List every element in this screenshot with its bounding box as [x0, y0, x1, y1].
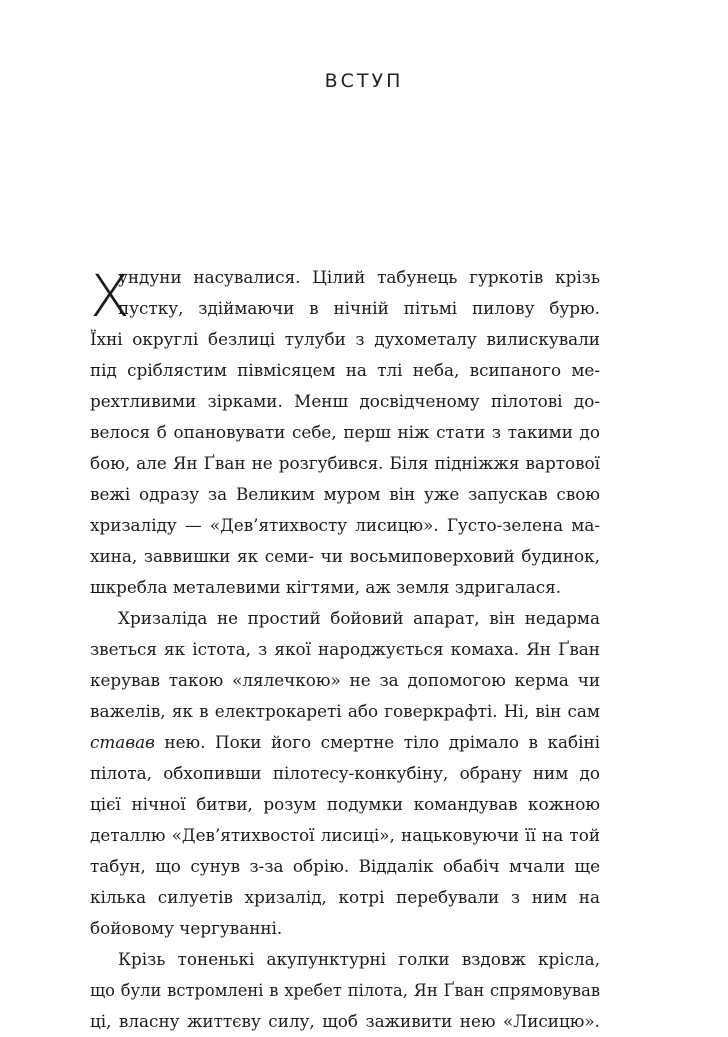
text-line: зветься як істота, з якої народжується комаха. Ян Ґван — [90, 639, 600, 659]
italic-word: ставав — [90, 732, 155, 752]
drop-cap: Х — [90, 262, 130, 330]
text-line: Їхні округлі безлиці тулуби з духометалу вилискували — [90, 329, 600, 349]
text-fragment: нею. Поки його смертне тіло дрімало в кабіні — [154, 732, 600, 752]
text-line: шкребла металевими кігтями, аж земля здригалася. — [90, 577, 562, 597]
text-line: ундуни насувалися. Цілий табунець гуркотів крізь — [118, 267, 600, 287]
text-line: ці, власну життєву силу, щоб заживити нею «Лисицю». — [90, 1011, 600, 1031]
text-line: цієї нічної битви, розум подумки командував кожною — [90, 794, 600, 814]
text-line: деталлю «Дев’ятихвостої лисиці», нацьковуючи її на той — [90, 825, 600, 845]
text-line: велося б опановувати себе, перш ніж стати з такими до — [90, 422, 600, 442]
text-line: бою, але Ян Ґван не розгубився. Біля підніжжя вартової — [90, 453, 600, 473]
chapter-heading: ВСТУП — [324, 70, 404, 92]
text-line: табун, що сунув з-за обрію. Віддалік обабіч мчали ще — [90, 856, 600, 876]
text-line: що були встромлені в хребет пілота, Ян Ґван спрямовував — [90, 981, 600, 1000]
text-line: Крізь тоненькі акупунктурні голки вздовж крісла, — [118, 949, 600, 969]
text-line: рехтливими зірками. Менш досвідченому пілотові до- — [90, 391, 600, 411]
text-line: бойовому чергуванні. — [90, 918, 283, 938]
text-line: хризаліду — «Дев’ятихвосту лисицю». Густо-зелена ма- — [90, 515, 600, 535]
text-line: пілота, обхопивши пілотесу-конкубіну, обрану ним до — [90, 763, 600, 783]
text-line: пустку, здіймаючи в нічній пітьмі пилову бурю. — [118, 298, 600, 318]
text-line: керував такою «лялечкою» не за допомогою керма чи — [90, 670, 600, 690]
body-text — [90, 262, 600, 1037]
text-line: Хризаліда не простий бойовий апарат, він недарма — [118, 608, 600, 628]
text-line — [90, 727, 600, 758]
text-line: вежі одразу за Великим муром він уже запускав свою — [90, 484, 600, 504]
text-line: кілька силуетів хризалід, котрі перебували з ним на — [90, 887, 600, 907]
text-line: хина, заввишки як семи- чи восьмиповерховий будинок, — [90, 546, 600, 566]
text-line: важелів, як в електрокареті або говеркрафті. Ні, він сам — [90, 701, 600, 721]
text-line: під сріблястим півмісяцем на тлі неба, всипаного ме- — [90, 360, 600, 380]
